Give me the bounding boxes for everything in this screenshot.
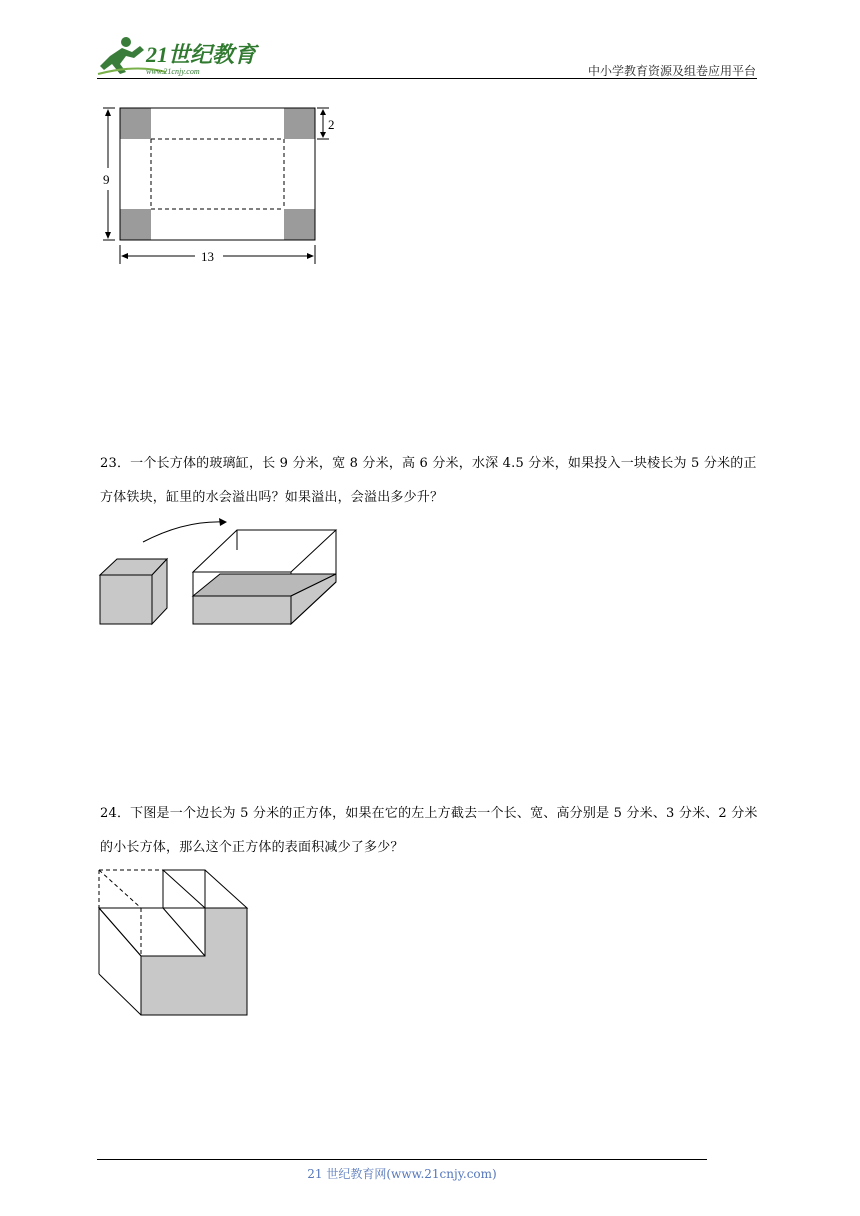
- footer-divider: [97, 1159, 707, 1160]
- water-front: [193, 596, 291, 624]
- header-divider: [97, 78, 757, 79]
- figure-rectangle-cut-corners: [95, 100, 345, 270]
- tank-top-outline: [193, 530, 336, 572]
- cube-side-shaded-face: [141, 908, 247, 1015]
- logo-runner-icon: [96, 34, 266, 78]
- arrow-curve: [143, 522, 225, 542]
- question-23-text: 23．一个长方体的玻璃缸，长 9 分米，宽 8 分米，高 6 分米，水深 4.5 分米，如果投入一块棱长为 5 分米的正方体铁块，缸里的水会溢出吗？如果溢出，会溢出多少升？: [100, 456, 757, 505]
- corner-square-bottom-left: [120, 209, 151, 240]
- header-logo: [96, 34, 266, 78]
- figure-cube-and-tank: [95, 510, 355, 630]
- cube-front-face: [100, 575, 152, 624]
- corner-square-bottom-right: [284, 209, 315, 240]
- footer-text[interactable]: 21 世纪教育网(www.21cnjy.com): [307, 1167, 497, 1181]
- height-label: 9: [103, 172, 110, 187]
- figure-cube-with-cut: [95, 866, 255, 1021]
- header-platform-text: 中小学教育资源及组卷应用平台: [587, 64, 756, 78]
- corner-square-top-left: [120, 108, 151, 139]
- corner-square-top-right: [284, 108, 315, 139]
- logo-sub-text: www.21cnjy.com: [146, 67, 200, 76]
- width-label: 13: [201, 249, 214, 264]
- question-24-text: 24．下图是一个边长为 5 分米的正方体，如果在它的左上方截去一个长、宽、高分别是 5 分米、3 分米、2 分米的小长方体，那么这个正方体的表面积减少了多少？: [100, 806, 758, 855]
- logo-main-text: 21世纪教育: [146, 42, 257, 67]
- cut-size-label: 2: [328, 117, 335, 132]
- arrow-head: [219, 518, 227, 526]
